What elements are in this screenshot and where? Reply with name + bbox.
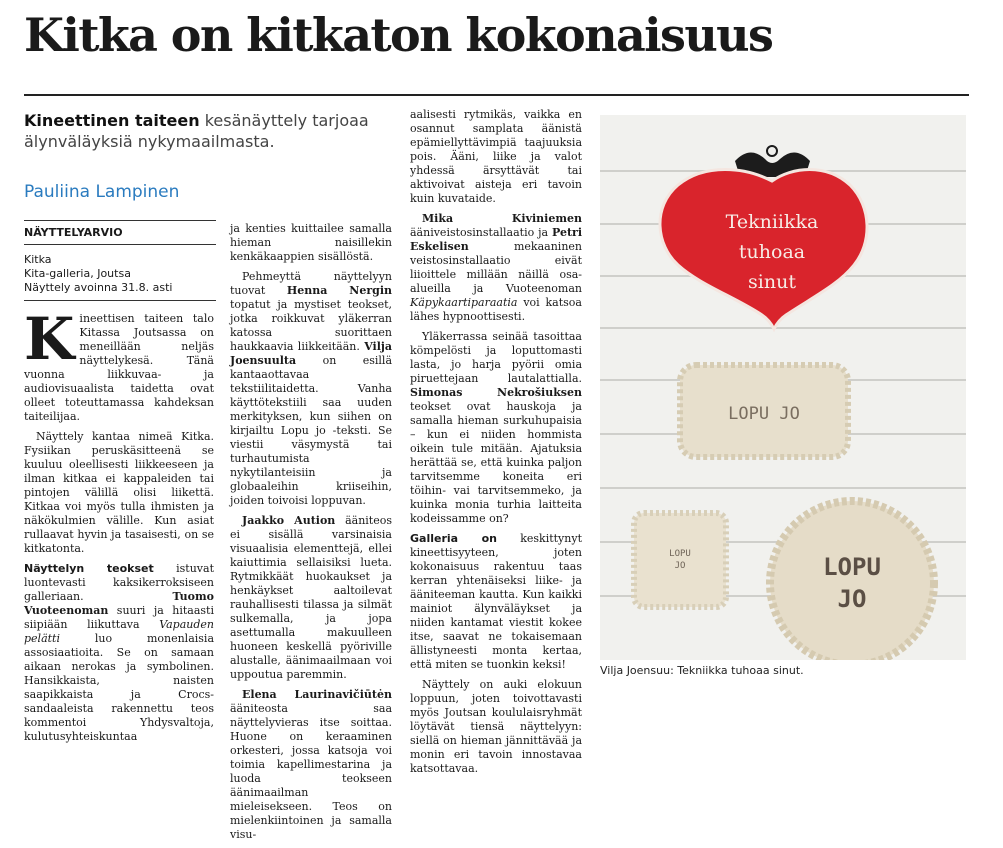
artwork-photo <box>600 115 966 660</box>
article-column-3 <box>410 108 582 782</box>
heart-text-line: tuhoaa <box>738 241 806 263</box>
heart-text-line: sinut <box>748 271 796 293</box>
headline-rule <box>24 94 969 96</box>
doily-text: LOPU <box>669 549 691 559</box>
lead-bold: Kineettinen taiteen <box>24 111 200 130</box>
headline: Kitka on kitkaton kokonaisuus <box>24 8 773 62</box>
doily-text: JO <box>837 585 867 613</box>
factbox-top-rule <box>24 220 216 221</box>
factbox-line2: Kita-galleria, Joutsa <box>24 267 131 280</box>
artwork-illustration <box>600 115 966 660</box>
paragraph: Näyttely on auki elokuun loppuun, joten toivottavasti myös Joutsan koululaisryhmät löytävät tiensä näyttelyyn: siellä on hieman jännittävää ja monin eri tavoin innostavaa katsottavaa. <box>410 678 582 775</box>
drop-cap: K <box>24 305 75 373</box>
article-column-2 <box>230 222 392 848</box>
article-column-1 <box>24 305 214 750</box>
doily-text: LOPU <box>823 553 881 581</box>
paragraph: Elena Laurinavičiūtėn ääniteosta saa näyttelyvieras itse soittaa. Huone on keraaminen orkesteri, jossa katsoja voi toimia kapellimestarina ja luoda teokseen äänimaailman mieleisekseen. Teos on mielenkiintoinen ja samalla visu- <box>230 688 392 841</box>
paragraph: aalisesti rytmikäs, vaikka en osannut samplata äänistä epämiellyttävimpiä taajuuksia pois. Ääni, liike ja valot yhdessä ärsyttävät tai aktivoivat aisteja eri tavoin kuin kuvataide. <box>410 108 582 205</box>
paragraph: Yläkerrassa seinää tasoittaa kömpelösti ja loputtomasti lasta, jo harja pyörii omia piruettejaan lautalattialla. Simonas Nekrošiuksen teokset ovat hauskoja ja samalla hieman surkuhupaisia – kun ei niiden hommista oikein tule mitään. Ajatuksia herättää se, että kuinka paljon tarvitsemme koneita eri töihin- vai tarvitsemmeko, ja kuinka monia turhia laitteita kodeissamme on? <box>410 330 582 525</box>
factbox-bottom-rule <box>24 300 216 301</box>
paragraph: Jaakko Aution ääniteos ei sisällä varsinaisia visuaalisia elementtejä, ellei kaiuttimia sellaisiksi lueta. Rytmikkäät huokaukset ja henkäykset aaltoilevat rauhallisesti tilassa ja silmät sulkemalla, ja jopa asettumalla makuulleen huoneen keskellä pyöriville alustalle, äänimaailmaan voi uppoutua paremmin. <box>230 514 392 681</box>
photo-caption: Vilja Joensuu: Tekniikka tuhoaa sinut. <box>600 664 804 677</box>
paragraph: Kineettisen taiteen talo Kitassa Joutsassa on meneillään neljäs näyttelykesä. Tänä vuonna liikkuvaa- ja audiovisuaalista taidetta ovat olleet toteuttamassa kahdeksan taiteilijaa. <box>24 305 214 423</box>
paragraph: Galleria on keskittynyt kineettisyyteen, joten kokonaisuus rakentuu taas kerran yhtenäiseksi liike- ja ääniteeman kautta. Kun kaikki mainiot älynväläykset ja niiden kantamat viestit kokee itse, saavat ne tokaisemaan ällistyneesti monta kertaa, että miten se tuonkin keksi! <box>410 532 582 671</box>
factbox-info <box>24 253 214 295</box>
factbox-mid-rule <box>24 244 216 245</box>
heart-text-line: Tekniikka <box>725 211 819 233</box>
factbox-line1: Kitka <box>24 253 52 266</box>
paragraph: Mika Kiviniemen ääniveistosinstallaatio ja Petri Eskelisen mekaaninen veistosinstallaatio eivät liioittele millään näillä osa-alueilla ja Vuoteenoman Käpykaartiparaatia voi katsoa lähes hypnoottisesti. <box>410 212 582 323</box>
doily-square <box>634 513 726 607</box>
lead-text: kesänäyttely tarjoaa älynväläyksiä nykymaailmasta. <box>24 111 369 151</box>
paragraph: Näyttelyn teokset istuvat luontevasti kaksikerroksiseen galleriaan. Tuomo Vuoteenoman suuri ja hitaasti siipiään liikuttava Vapauden pelätti luo monenlaisia assosiaatioita. Se on samaan aikaan nerokas ja symbolinen. Hansikkaista, naisten saapikkaista ja Crocs-sandaaleista rakennettu teos kommentoi Yhdysvaltoja, kulutusyhteiskuntaa <box>24 562 214 743</box>
doily-text: LOPU JO <box>728 404 800 424</box>
author-byline: Pauliina Lampinen <box>24 182 180 202</box>
factbox-kicker: NÄYTTELYARVIO <box>24 226 123 239</box>
paragraph: Näyttely kantaa nimeä Kitka. Fysiikan peruskäsitteenä se kuuluu oleellisesti liikkeeseen ja ilman kitkaa ei kappaleiden tai pintojen välillä olisi liikettä. Kitkaa voi myös tulla ihmisten ja näkökulmien välille. Kun asiat rullaavat hyvin ja tasaisesti, on se kitkatonta. <box>24 430 214 555</box>
lead-paragraph <box>24 110 374 152</box>
paragraph: Pehmeyttä näyttelyyn tuovat Henna Nergin topatut ja mystiset teokset, jotka roikkuvat yläkerran katossa suorittaen haukkaavia liikkeitään. Vilja Joensuulta on esillä kantaaottavaa tekstiilitaidetta. Vanha käyttötekstiili saa uuden merkityksen, kun siihen on kirjailtu Lopu jo -teksti. Se viestii väsymystä tai turhautumista nykytilanteisiin ja globaaleihin kriiseihin, joiden toivoisi loppuvan. <box>230 270 392 507</box>
doily-text: JO <box>674 561 686 571</box>
paragraph: ja kenties kuittailee samalla hieman naisillekin kenkäkaappien sisällöstä. <box>230 222 392 263</box>
factbox-line3: Näyttely avoinna 31.8. asti <box>24 281 173 294</box>
